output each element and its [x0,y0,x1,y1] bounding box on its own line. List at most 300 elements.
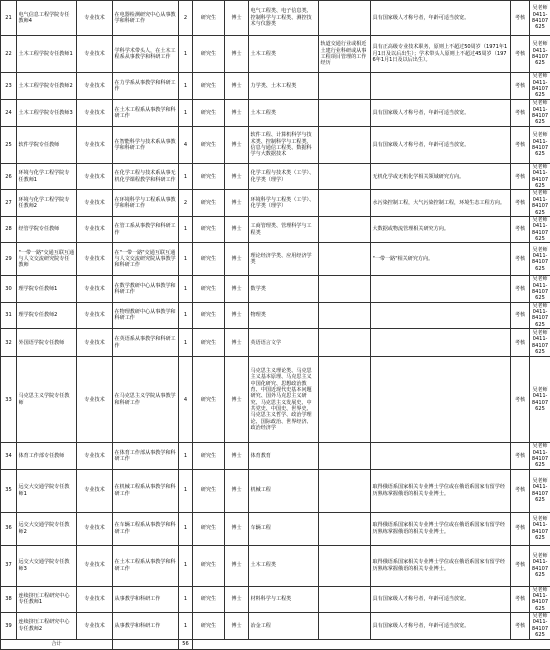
hire-count: 1 [179,302,193,328]
table-row [1,613,550,639]
contact-line: 吴老师 [532,132,549,138]
post-type: 专业技术 [77,190,113,216]
major: 冶金工程 [249,613,319,639]
education: 研究生 [193,127,225,164]
major: 材料科学与工程类 [249,586,319,612]
title-requirement: 具有国家级人才称号者，年龄可适当放宽。 [371,586,511,612]
contact [530,329,550,357]
post-name: 土木工程学院专任教师3 [17,100,77,127]
contact-line: 84107625 [532,599,549,612]
education: 研究生 [193,469,225,512]
title-requirement: 取得俄语系国家相关专业博士学位或在俄语系国家有留学经历熟练掌握俄语的相关专业博士。 [371,512,511,545]
table-row [1,36,550,73]
hire-count: 1 [179,276,193,302]
total-label: 合计 [1,639,113,649]
hire-count: 1 [179,36,193,73]
major: 工商管理类、管理科学与工程类 [249,216,319,242]
major: 土木工程类 [249,100,319,127]
other-requirement [319,127,371,164]
table-row [1,329,550,357]
row-number: 35 [1,469,17,512]
total-count: 56 [179,639,193,649]
contact-line: 吴老师 [532,330,549,336]
table-row [1,100,550,127]
hire-count: 1 [179,443,193,469]
contact-line: 0411- [532,309,549,315]
title-requirement: 具有国家级人才称号者，年龄可适当放宽。 [371,613,511,639]
contact [530,164,550,190]
major: 环境科学与工程类（工学）、化学类（理学） [249,190,319,216]
degree: 博士 [225,127,249,164]
exam-method: 考核 [511,127,530,164]
contact-line: 吴老师 [532,190,549,196]
row-number: 31 [1,302,17,328]
contact [530,1,550,36]
contact [530,357,550,443]
row-number: 34 [1,443,17,469]
hire-count: 1 [179,469,193,512]
title-requirement: 具有国家级人才称号者，年龄可适当放宽。 [371,127,511,164]
degree: 博士 [225,216,249,242]
education: 研究生 [193,613,225,639]
row-number: 38 [1,586,17,612]
contact-line: 0411- [532,484,549,490]
education: 研究生 [193,443,225,469]
job-description: 在数学教研中心从事教学和科研工作 [113,276,179,302]
hire-count: 1 [179,164,193,190]
title-requirement: 无机化学或无机化学相关领域研究方向。 [371,164,511,190]
contact-line: 0411- [532,619,549,625]
title-requirement: "一带一路"相关研究方向。 [371,243,511,276]
degree: 博士 [225,613,249,639]
post-name: 连续挤压工程研究中心专任教师1 [17,586,77,612]
table-row [1,276,550,302]
contact [530,190,550,216]
other-requirement [319,357,371,443]
contact-line: 84107625 [532,230,549,243]
table-row [1,164,550,190]
job-description: 在英语系从事教学和科研工作 [113,329,179,357]
post-type: 专业技术 [77,512,113,545]
exam-method: 考核 [511,190,530,216]
contact-line: 0411- [532,593,549,599]
hire-count: 4 [179,357,193,443]
post-type: 专业技术 [77,443,113,469]
table-row [1,443,550,469]
hire-count: 1 [179,613,193,639]
exam-method: 考核 [511,329,530,357]
other-requirement [319,613,371,639]
contact-line: 0411- [532,48,549,54]
degree: 博士 [225,276,249,302]
row-number: 24 [1,100,17,127]
hire-count: 1 [179,243,193,276]
major: 软件工程、计算机科学与技术类、控制科学与工程类、信息与通信工程类、数据科学与大数据技术 [249,127,319,164]
major: 数学类 [249,276,319,302]
contact-line: 84107625 [532,289,549,302]
education: 研究生 [193,545,225,586]
contact-line: 84107625 [532,626,549,639]
education: 研究生 [193,243,225,276]
degree: 博士 [225,243,249,276]
contact-line: 0411- [532,450,549,456]
other-requirement [319,276,371,302]
table-body [1,1,550,640]
exam-method: 考核 [511,469,530,512]
row-number: 29 [1,243,17,276]
exam-method: 考核 [511,443,530,469]
table-row [1,73,550,100]
hire-count: 1 [179,545,193,586]
post-type: 专业技术 [77,586,113,612]
row-number: 28 [1,216,17,242]
other-requirement [319,329,371,357]
table-row [1,357,550,443]
job-description: 在车辆工程系从事教学和科研工作 [113,512,179,545]
contact [530,443,550,469]
table-row [1,216,550,242]
post-name: "一带一路"交通互联互通与人文交流研究院专任教师 [17,243,77,276]
title-requirement [371,276,511,302]
contact [530,469,550,512]
major: 物理类 [249,302,319,328]
contact-line: 吴老师 [532,247,549,253]
total-spacer [113,639,179,649]
contact-line: 吴老师 [532,5,549,11]
education: 研究生 [193,276,225,302]
post-type: 专业技术 [77,276,113,302]
exam-method: 考核 [511,586,530,612]
contact-line: 吴老师 [532,73,549,79]
contact [530,302,550,328]
contact [530,276,550,302]
post-name: 土木工程学院专任教师1 [17,36,77,73]
total-row [1,639,550,649]
contact-line: 84107625 [532,259,549,272]
contact-line: 吴老师 [532,553,549,559]
contact-line: 84107625 [532,203,549,216]
degree: 博士 [225,586,249,612]
other-requirement [319,1,371,36]
hire-count: 1 [179,73,193,100]
major: 车辆工程 [249,512,319,545]
exam-method: 考核 [511,243,530,276]
exam-method: 考核 [511,164,530,190]
contact-line: 0411- [532,253,549,259]
job-description: 从事教学和科研工作 [113,586,179,612]
title-requirement [371,357,511,443]
major: 体育教育 [249,443,319,469]
degree: 博士 [225,512,249,545]
job-description: 在土木工程系从事教学和科研工作 [113,100,179,127]
table-row [1,512,550,545]
job-description: 在智能科学与技术系从事教学和科研工作 [113,127,179,164]
post-name: 外国语学院专任教师 [17,329,77,357]
job-description: 在环境科学与工程系从事教学和科研工作 [113,190,179,216]
job-description: 在机械工程系从事教学和科研工作 [113,469,179,512]
post-name: 远交大交通学院专任教师2 [17,512,77,545]
post-type: 专业技术 [77,164,113,190]
education: 研究生 [193,586,225,612]
post-type: 专业技术 [77,469,113,512]
job-description: 在力学系从事教学和科研工作 [113,73,179,100]
contact-line: 0411- [532,223,549,229]
degree: 博士 [225,545,249,586]
post-type: 专业技术 [77,100,113,127]
contact-line: 吴老师 [532,41,549,47]
table-row [1,127,550,164]
title-requirement [371,443,511,469]
job-description: 在物理教研中心从事教学和科研工作 [113,302,179,328]
contact-line: 吴老师 [532,516,549,522]
contact-line: 84107625 [532,400,549,413]
exam-method: 考核 [511,216,530,242]
contact-line: 吴老师 [532,217,549,223]
contact-line: 0411- [532,522,549,528]
contact [530,127,550,164]
exam-method: 考核 [511,613,530,639]
other-requirement: 轨道交通行业或相近土建行业科研或从事工程项目管理的工作经历 [319,36,371,73]
contact-line: 84107625 [532,145,549,158]
table-row [1,586,550,612]
contact [530,613,550,639]
contact-line: 吴老师 [532,303,549,309]
table-row [1,302,550,328]
post-name: 理学院专任教师1 [17,276,77,302]
row-number: 30 [1,276,17,302]
row-number: 22 [1,36,17,73]
other-requirement [319,190,371,216]
exam-method: 考核 [511,512,530,545]
other-requirement [319,302,371,328]
title-requirement: 具有国家级人才称号者，年龄可适当放宽。 [371,100,511,127]
degree: 博士 [225,443,249,469]
hire-count: 1 [179,586,193,612]
title-requirement: 具有正高级专业技术职务，原则上不超过50周岁（1971年1月1日及以后出生）；学术带头人原则上不超过45周岁（1976年1月1日及以后出生）。 [371,36,511,73]
job-description: 在马克思主义学院从事教学和科研工作 [113,357,179,443]
row-number: 37 [1,545,17,586]
job-description: 在管工系从事教学和科研工作 [113,216,179,242]
post-name: 远交大交通学院专任教师1 [17,469,77,512]
exam-method: 考核 [511,1,530,36]
other-requirement [319,469,371,512]
degree: 博士 [225,329,249,357]
degree: 博士 [225,357,249,443]
row-number: 33 [1,357,17,443]
contact [530,586,550,612]
contact [530,243,550,276]
post-type: 专业技术 [77,36,113,73]
exam-method: 考核 [511,73,530,100]
major: 力学类、土木工程类 [249,73,319,100]
row-number: 32 [1,329,17,357]
contact-line: 0411- [532,283,549,289]
contact-line: 0411- [532,80,549,86]
contact [530,73,550,100]
degree: 博士 [225,164,249,190]
title-requirement [371,302,511,328]
contact-line: 0411- [532,393,549,399]
other-requirement [319,512,371,545]
job-description: 在体育工作部从事教学和科研工作 [113,443,179,469]
post-type: 专业技术 [77,216,113,242]
education: 研究生 [193,216,225,242]
job-description: 从事教学和科研工作 [113,613,179,639]
hire-count: 1 [179,216,193,242]
total-empty [193,639,550,649]
education: 研究生 [193,36,225,73]
contact-line: 84107625 [532,456,549,469]
table-row [1,469,550,512]
education: 研究生 [193,100,225,127]
degree: 博士 [225,469,249,512]
major: 土木工程类 [249,36,319,73]
title-requirement: 取得俄语系国家相关专业博士学位或在俄语系国家有留学经历熟练掌握俄语的相关专业博士。 [371,469,511,512]
title-requirement: 取得俄语系国家相关专业博士学位或在俄语系国家有留学经历熟练掌握俄语的相关专业博士。 [371,545,511,586]
post-name: 连续挤压工程研究中心专任教师2 [17,613,77,639]
contact-line: 0411- [532,170,549,176]
education: 研究生 [193,512,225,545]
table-row [1,545,550,586]
contact-line: 84107625 [532,54,549,67]
post-type: 专业技术 [77,302,113,328]
post-type: 专业技术 [77,357,113,443]
hire-count: 4 [179,127,193,164]
other-requirement [319,164,371,190]
contact-line: 84107625 [532,315,549,328]
post-type: 专业技术 [77,1,113,36]
contact-line: 84107625 [532,491,549,504]
hire-count: 2 [179,1,193,36]
post-name: 电气信息工程学院专任教师4 [17,1,77,36]
contact-line: 吴老师 [532,443,549,449]
education: 研究生 [193,302,225,328]
job-description: 在电器检测研究中心从事教学和科研工作 [113,1,179,36]
contact [530,36,550,73]
job-description: 在化学工程与技术系从事无机化学课程教学和科研工作 [113,164,179,190]
row-number: 26 [1,164,17,190]
contact-line: 84107625 [532,529,549,542]
contact-line: 0411- [532,336,549,342]
contact-line: 吴老师 [532,587,549,593]
major: 英语语言文学 [249,329,319,357]
major: 理论经济学类、应用经济学类 [249,243,319,276]
major: 土木工程类 [249,545,319,586]
degree: 博士 [225,73,249,100]
table-row [1,1,550,36]
contact [530,216,550,242]
exam-method: 考核 [511,302,530,328]
contact-line: 84107625 [532,86,549,99]
exam-method: 考核 [511,357,530,443]
education: 研究生 [193,1,225,36]
contact [530,545,550,586]
degree: 博士 [225,100,249,127]
row-number: 21 [1,1,17,36]
contact-line: 0411- [532,559,549,565]
row-number: 27 [1,190,17,216]
degree: 博士 [225,302,249,328]
table-row [1,243,550,276]
major: 电气工程类、电子信息类、控制科学与工程类、测控技术与仪器类 [249,1,319,36]
contact-line: 84107625 [532,343,549,356]
row-number: 25 [1,127,17,164]
contact-line: 吴老师 [532,387,549,393]
education: 研究生 [193,190,225,216]
contact-line: 84107625 [532,177,549,190]
other-requirement [319,243,371,276]
post-type: 专业技术 [77,613,113,639]
title-requirement [371,329,511,357]
contact [530,100,550,127]
exam-method: 考核 [511,545,530,586]
hire-count: 1 [179,329,193,357]
contact-line: 吴老师 [532,276,549,282]
education: 研究生 [193,357,225,443]
post-name: 环境与化学工程学院专任教师2 [17,190,77,216]
contact [530,512,550,545]
contact-line: 84107625 [532,113,549,126]
post-name: 软件学院专任教师 [17,127,77,164]
title-requirement: 水污染控制工程，大气污染控制工程，环境生态工程方向。 [371,190,511,216]
row-number: 36 [1,512,17,545]
post-type: 专业技术 [77,243,113,276]
post-name: 马克思主义学院专任教师 [17,357,77,443]
education: 研究生 [193,73,225,100]
education: 研究生 [193,329,225,357]
job-description: 在"一带一路"交通互联互通与人文交流研究院从事教学和科研工作 [113,243,179,276]
post-name: 土木工程学院专任教师2 [17,73,77,100]
other-requirement [319,100,371,127]
degree: 博士 [225,190,249,216]
major: 化学工程与技术类（工学）、化学类（理学） [249,164,319,190]
education: 研究生 [193,164,225,190]
title-requirement: 具有国家级人才称号者，年龄可适当放宽。 [371,1,511,36]
exam-method: 考核 [511,100,530,127]
exam-method: 考核 [511,36,530,73]
other-requirement [319,73,371,100]
contact-line: 84107625 [532,566,549,579]
title-requirement [371,73,511,100]
table-row [1,190,550,216]
contact-line: 吴老师 [532,100,549,106]
hire-count: 1 [179,512,193,545]
title-requirement: 大数据或物流管理相关研究方向。 [371,216,511,242]
post-name: 理学院专任教师2 [17,302,77,328]
post-type: 专业技术 [77,545,113,586]
exam-method: 考核 [511,276,530,302]
major: 马克思主义理论类、马克思主义基本原理、马克思主义中国化研究、思想政治教育、中国近现代史基本问题研究、国外马克思主义研究、马克思主义发展史、中共党史、中国史、世界史、马克思主义哲学、政治学理论、国际政治、世界经济、政治经济学 [249,357,319,443]
post-type: 专业技术 [77,73,113,100]
other-requirement [319,545,371,586]
degree: 博士 [225,36,249,73]
contact-line: 吴老师 [532,164,549,170]
job-description: 学科学术带头人，在土木工程系从事教学和科研工作 [113,36,179,73]
post-name: 远交大交通学院专任教师3 [17,545,77,586]
other-requirement [319,216,371,242]
hire-count: 2 [179,190,193,216]
post-name: 经管学院专任教师 [17,216,77,242]
contact-line: 0411- [532,139,549,145]
post-name: 体育工作部专任教师 [17,443,77,469]
post-type: 专业技术 [77,329,113,357]
row-number: 23 [1,73,17,100]
contact-line: 0411- [532,197,549,203]
contact-line: 0411- [532,12,549,18]
hire-count: 1 [179,100,193,127]
post-type: 专业技术 [77,127,113,164]
other-requirement [319,586,371,612]
